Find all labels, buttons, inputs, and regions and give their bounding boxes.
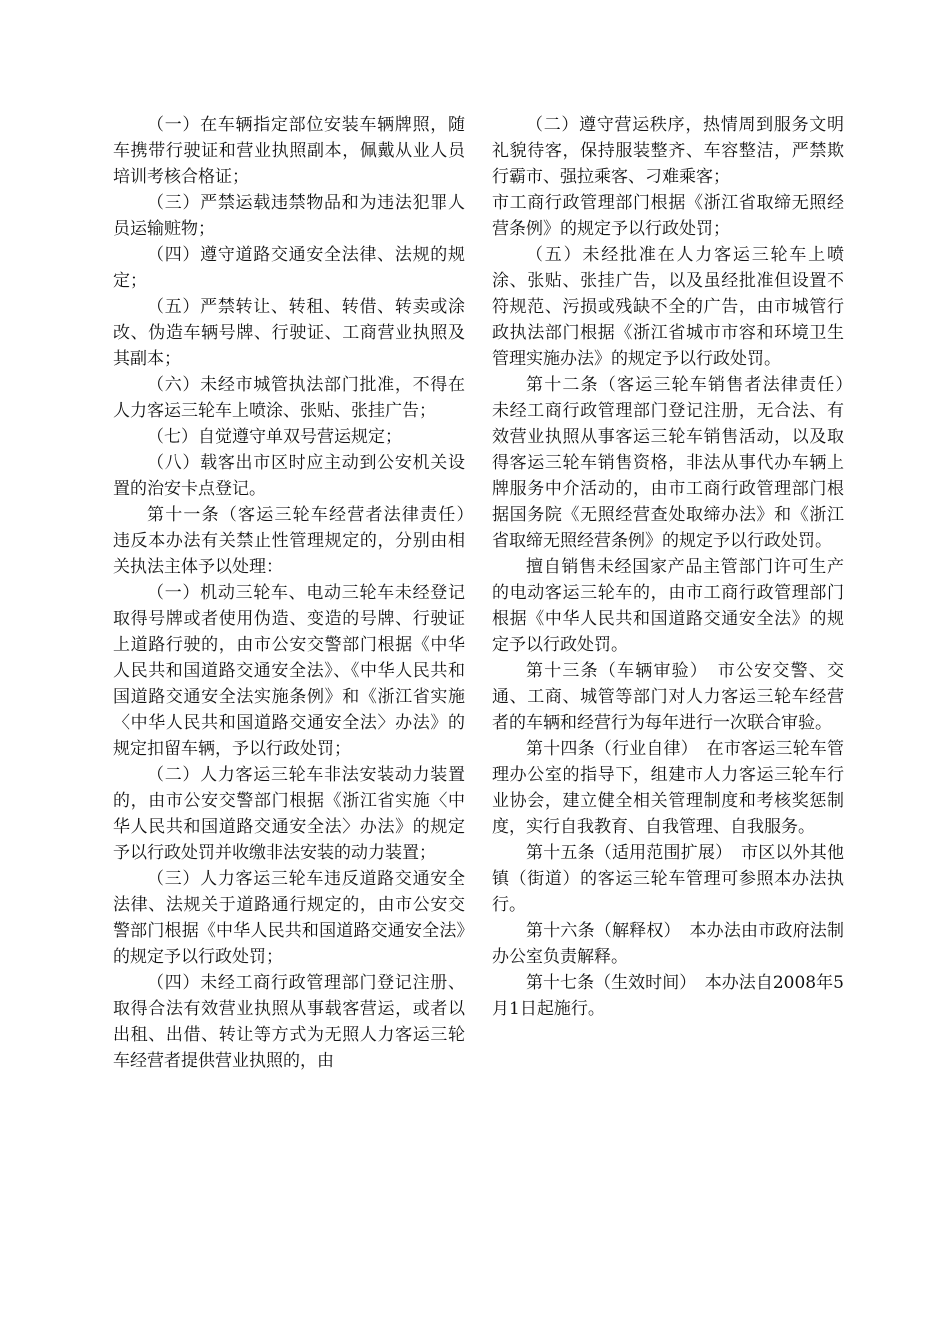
- paragraph-article-13: 第十三条（车辆审验） 市公安交警、交通、工商、城管等部门对人力客运三轮车经营者的车辆和经营行为每年进行一次联合审验。: [492, 661, 844, 733]
- paragraph-article-17: 第十七条（生效时间） 本办法自2008年5月1日起施行。: [492, 973, 844, 1019]
- paragraph-clause-6-advertising: （六）未经市城管执法部门批准，不得在人力客运三轮车上喷涂、张贴、张挂广告；: [113, 375, 465, 421]
- left-column: [113, 112, 482, 1074]
- paragraph-article-11-item-2: （二）人力客运三轮车非法安装动力装置的，由市公安交警部门根据《浙江省实施〈中华人民共和国道路交通安全法〉办法》的规定予以行政处罚并收缴非法安装的动力装置；: [113, 765, 465, 863]
- paragraph-article-11-item-1: （一）机动三轮车、电动三轮车未经登记取得号牌或者使用伪造、变造的号牌、行驶证上道路行驶的，由市公安交警部门根据《中华人民共和国道路交通安全法》、《中华人民共和国道路交通安全法实施条例》和《浙江省实施〈中华人民共和国道路交通安全法〉办法》的规定扣留车辆，予以行政处罚；: [113, 583, 465, 759]
- paragraph-article-11-item-5: （五）未经批准在人力客运三轮车上喷涂、张贴、张挂广告，以及虽经批准但设置不符规范、污损或残缺不全的广告，由市城管行政执法部门根据《浙江省城市市容和环境卫生管理实施办法》的规定予以行政处罚。: [492, 245, 844, 369]
- paragraph-clause-1-plates: （一）在车辆指定部位安装车辆牌照，随车携带行驶证和营业执照副本，佩戴从业人员培训考核合格证；: [113, 115, 465, 187]
- paragraph-article-11-item-3: （三）人力客运三轮车违反道路交通安全法律、法规关于道路通行规定的，由市公安交警部门根据《中华人民共和国道路交通安全法》的规定予以行政处罚；: [113, 869, 465, 967]
- paragraph-article-16: 第十六条（解释权） 本办法由市政府法制办公室负责解释。: [492, 921, 844, 967]
- paragraph-clause-3-contraband: （三）严禁运载违禁物品和为违法犯罪人员运输赃物；: [113, 193, 465, 239]
- paragraph-clause-4-traffic-law: （四）遵守道路交通安全法律、法规的规定；: [113, 245, 465, 291]
- paragraph-article-14: 第十四条（行业自律） 在市客运三轮车管理办公室的指导下，组建市人力客运三轮车行业协会，建立健全相关管理制度和考核奖惩制度，实行自我教育、自我管理、自我服务。: [492, 739, 844, 837]
- paragraph-article-11-item-4-cont: 市工商行政管理部门根据《浙江省取缔无照经营条例》的规定予以行政处罚；: [492, 193, 844, 239]
- paragraph-clause-5-transfer: （五）严禁转让、转租、转借、转卖或涂改、伪造车辆号牌、行驶证、工商营业执照及其副本；: [113, 297, 465, 369]
- paragraph-article-12-unapproved-sales: 擅自销售未经国家产品主管部门许可生产的电动客运三轮车的，由市工商行政管理部门根据《中华人民共和国道路交通安全法》的规定予以行政处罚。: [492, 557, 844, 655]
- right-column: [492, 112, 861, 1022]
- paragraph-clause-2-order: （二）遵守营运秩序，热情周到服务文明礼貌待客，保持服装整齐、车容整洁，严禁欺行霸市、强拉乘客、刁难乘客；: [492, 115, 844, 187]
- paragraph-article-11: 第十一条（客运三轮车经营者法律责任） 违反本办法有关禁止性管理规定的，分别由相关执法主体予以处理：: [113, 505, 482, 577]
- paragraph-article-11-item-4: （四）未经工商行政管理部门登记注册、取得合法有效营业执照从事载客营运，或者以出租、出借、转让等方式为无照人力客运三轮车经营者提供营业执照的，由: [113, 973, 465, 1071]
- paragraph-clause-7-odd-even: （七）自觉遵守单双号营运规定；: [147, 427, 402, 447]
- paragraph-clause-8-checkpoint: （八）载客出市区时应主动到公安机关设置的治安卡点登记。: [113, 453, 465, 499]
- paragraph-article-12: 第十二条（客运三轮车销售者法律责任） 未经工商行政管理部门登记注册，无合法、有效营业执照从事客运三轮车销售活动，以及取得客运三轮车销售资格，非法从事代办车辆上牌服务中介活动的，由市工商行政管理部门根据国务院《无照经营查处取缔办法》和《浙江省取缔无照经营条例》的规定予以行政处罚。: [492, 375, 861, 551]
- paragraph-article-15: 第十五条（适用范围扩展） 市区以外其他镇（街道）的客运三轮车管理可参照本办法执行。: [492, 843, 844, 915]
